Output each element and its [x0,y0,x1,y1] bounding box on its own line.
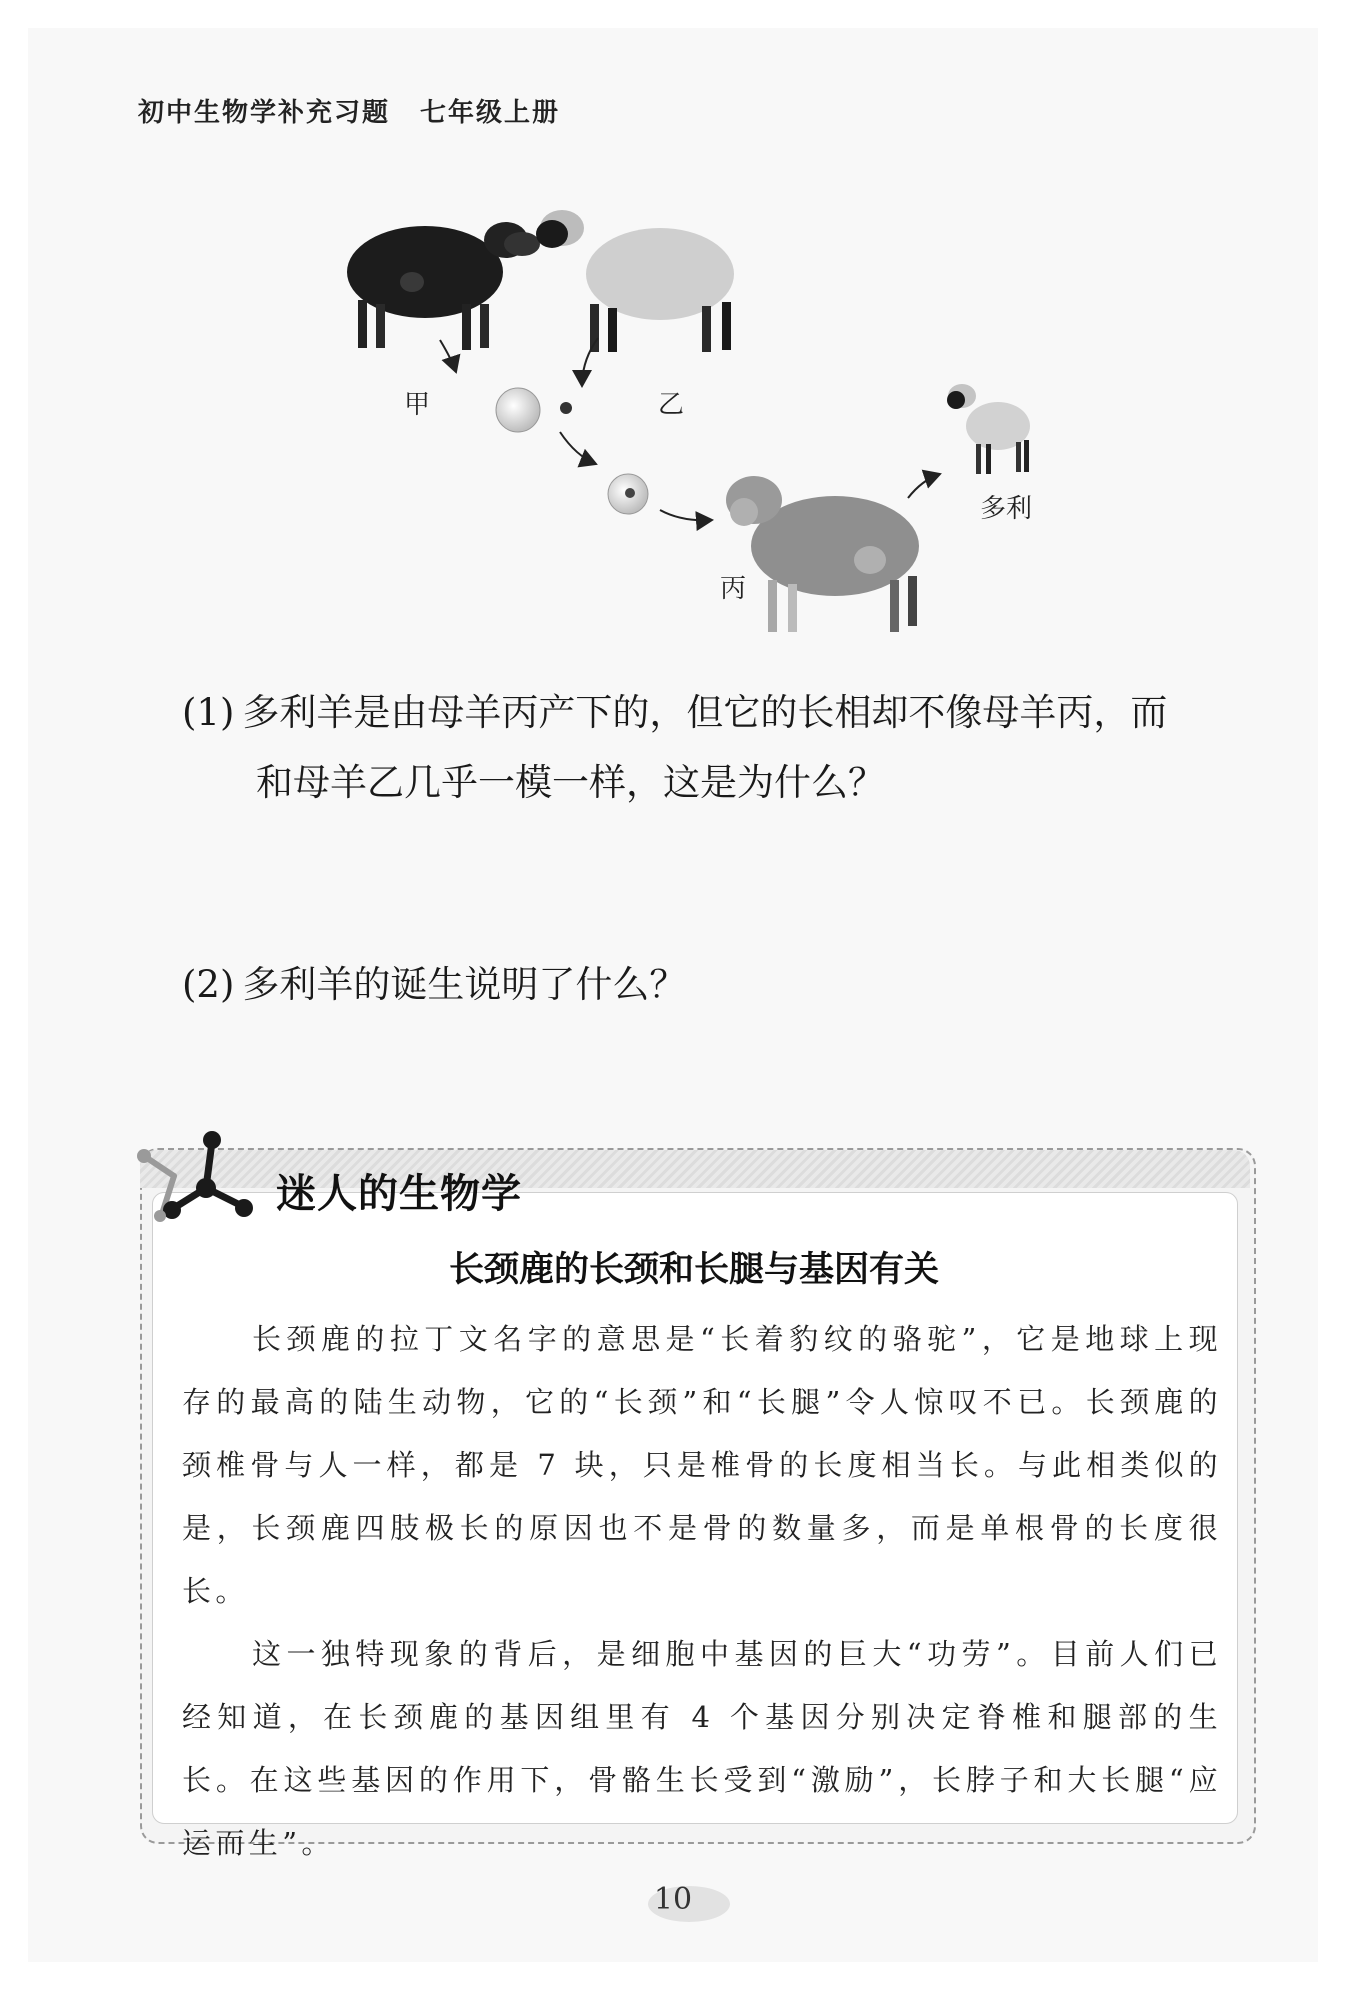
question-1-number: (1) [182,691,235,734]
sheep-jia-icon [347,222,540,350]
question-2-line1: 多利羊的诞生说明了什么？ [242,963,687,1006]
question-1-line1: 多利羊是由母羊丙产下的，但它的长相却不像母羊丙，而 [242,691,1168,734]
question-1 [182,678,1167,818]
article-body [182,1308,1222,1875]
label-dolly: 多利 [980,494,1033,524]
sheep-yi-icon [536,210,734,352]
arrow-to-dolly [908,474,940,498]
question-2-number: (2) [182,963,235,1006]
label-bing: 丙 [720,574,747,604]
egg-cell-icon [496,388,540,432]
dolly-lamb-icon [947,384,1030,474]
section-title: 迷人的生物学 [276,1171,522,1217]
article-paragraph-1: 长颈鹿的拉丁文名字的意思是“长着豹纹的骆驼”，它是地球上现存的最高的陆生动物，它的“长颈”和“长腿”令人惊叹不已。长颈鹿的颈椎骨与人一样，都是 7 块，只是椎骨的长度相当长。与此相类似的是，长颈鹿四肢极长的原因也不是骨的数量多，而是单根骨的长度很长。 [182,1322,1222,1608]
arrow-to-fused-egg [560,432,596,464]
question-2 [182,950,686,1020]
grade-label: 七年级上册 [420,98,561,128]
running-header [138,92,560,129]
arrow-to-bing [660,510,712,520]
dolly-cloning-figure [330,200,1050,640]
question-1-line2: 和母羊乙几乎一模一样，这是为什么？ [256,761,885,804]
article-paragraph-2: 这一独特现象的背后，是细胞中基因的巨大“功劳”。目前人们已经知道，在长颈鹿的基因组里有 4 个基因分别决定脊椎和腿部的生长。在这些基因的作用下，骨骼生长受到“激励”，长脖子和大长腿“应运而生”。 [182,1637,1222,1860]
book-title: 初中生物学补充习题 [138,98,391,128]
sheep-bing-icon [726,476,919,632]
label-yi: 乙 [658,390,685,420]
page-number: 10 [653,1882,693,1917]
cloning-diagram [330,200,1050,640]
molecule-icon [134,1126,264,1236]
label-jia: 甲 [404,390,431,420]
arrow-jia-to-egg [440,340,456,372]
article-title: 长颈鹿的长颈和长腿与基因有关 [448,1249,939,1290]
nucleus-icon [560,402,572,414]
